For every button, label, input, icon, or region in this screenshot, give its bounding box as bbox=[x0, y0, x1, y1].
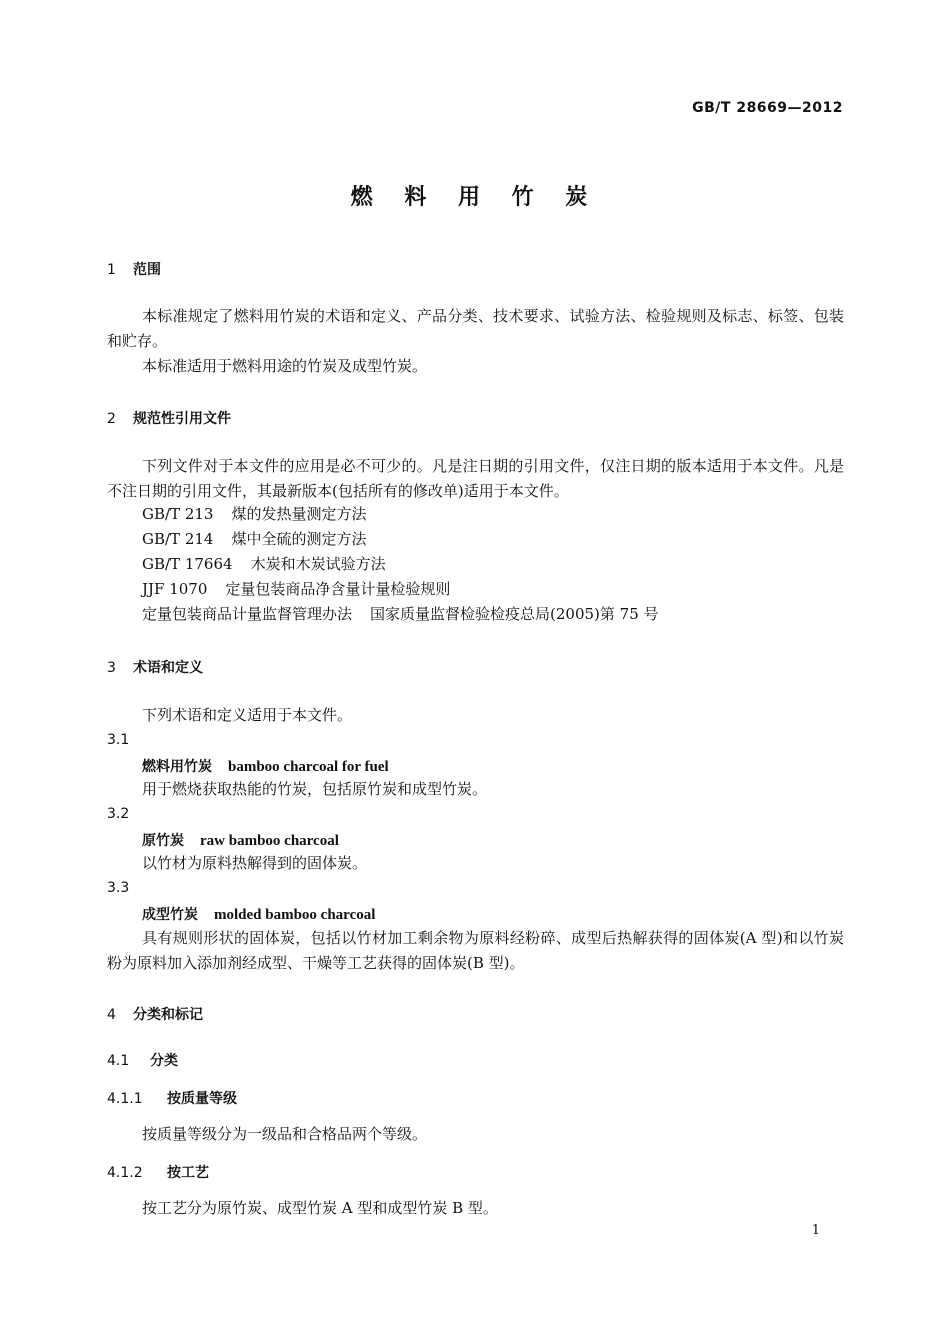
section-title: 分类和标记 bbox=[133, 1007, 203, 1023]
section-number: 4.1.1 bbox=[107, 1091, 143, 1107]
term-definition: 以竹材为原料热解得到的固体炭。 bbox=[142, 854, 368, 872]
reference-title: 定量包装商品净含量计量检验规则 bbox=[225, 580, 451, 598]
section-heading-4 bbox=[107, 1004, 203, 1024]
page-title: 燃 料 用 竹 炭 bbox=[350, 184, 600, 210]
section-number: 4.1.2 bbox=[107, 1165, 143, 1181]
page-number: 1 bbox=[811, 1223, 820, 1238]
term-en: raw bamboo charcoal bbox=[200, 833, 339, 849]
section-title: 规范性引用文件 bbox=[133, 411, 231, 427]
reference-item bbox=[142, 603, 659, 624]
reference-item bbox=[142, 578, 450, 599]
term-number: 3.2 bbox=[107, 806, 130, 822]
subsection-heading-4-1-1 bbox=[107, 1088, 237, 1108]
term-en: molded bamboo charcoal bbox=[214, 907, 376, 923]
reference-code: GB/T 17664 bbox=[142, 555, 233, 573]
reference-title: 煤中全硫的测定方法 bbox=[231, 530, 367, 548]
reference-code: GB/T 214 bbox=[142, 530, 214, 548]
section-number: 4.1 bbox=[107, 1053, 130, 1069]
reference-item bbox=[142, 503, 366, 524]
term-heading bbox=[142, 904, 375, 924]
reference-code: JJF 1070 bbox=[142, 580, 208, 598]
reference-item bbox=[142, 553, 386, 574]
standard-number: GB/T 28669—2012 bbox=[692, 100, 843, 116]
paragraph: 按质量等级分为一级品和合格品两个等级。 bbox=[142, 1125, 428, 1143]
reference-title: 煤的发热量测定方法 bbox=[231, 505, 367, 523]
section-heading-1 bbox=[107, 259, 161, 279]
term-definition: 用于燃烧获取热能的竹炭，包括原竹炭和成型竹炭。 bbox=[142, 780, 488, 798]
section-title: 术语和定义 bbox=[133, 660, 203, 676]
paragraph: 下列术语和定义适用于本文件。 bbox=[142, 706, 353, 724]
section-title: 范围 bbox=[133, 262, 161, 278]
reference-title: 木炭和木炭试验方法 bbox=[250, 555, 386, 573]
paragraph: 本标准规定了燃料用竹炭的术语和定义、产品分类、技术要求、试验方法、检验规则及标志、标签、包装和贮存。 bbox=[107, 307, 844, 350]
term-zh: 原竹炭 bbox=[142, 833, 184, 849]
paragraph: 本标准适用于燃料用途的竹炭及成型竹炭。 bbox=[142, 357, 428, 375]
section-number: 2 bbox=[107, 411, 116, 427]
section-title: 分类 bbox=[150, 1053, 178, 1069]
reference-code: GB/T 213 bbox=[142, 505, 214, 523]
section-heading-2 bbox=[107, 408, 231, 428]
term-number: 3.1 bbox=[107, 732, 130, 748]
reference-title: 国家质量监督检验检疫总局(2005)第 75 号 bbox=[370, 605, 659, 623]
term-zh: 成型竹炭 bbox=[142, 907, 198, 923]
term-heading bbox=[142, 830, 339, 850]
term-number: 3.3 bbox=[107, 880, 130, 896]
section-number: 4 bbox=[107, 1007, 116, 1023]
reference-item bbox=[142, 528, 366, 549]
term-definition: 具有规则形状的固体炭，包括以竹材加工剩余物为原料经粉碎、成型后热解获得的固体炭(A 型)和以竹炭粉为原料加入添加剂经成型、干燥等工艺获得的固体炭(B 型)。 bbox=[107, 929, 844, 972]
paragraph: 下列文件对于本文件的应用是必不可少的。凡是注日期的引用文件，仅注日期的版本适用于本文件。凡是不注日期的引用文件，其最新版本(包括所有的修改单)适用于本文件。 bbox=[107, 457, 844, 500]
term-heading bbox=[142, 756, 389, 776]
section-title: 按质量等级 bbox=[167, 1091, 237, 1107]
section-heading-3 bbox=[107, 657, 203, 677]
term-zh: 燃料用竹炭 bbox=[142, 759, 212, 775]
paragraph: 按工艺分为原竹炭、成型竹炭 A 型和成型竹炭 B 型。 bbox=[142, 1199, 498, 1217]
section-number: 3 bbox=[107, 660, 116, 676]
section-number: 1 bbox=[107, 262, 116, 278]
reference-code: 定量包装商品计量监督管理办法 bbox=[142, 605, 353, 623]
section-title: 按工艺 bbox=[167, 1165, 209, 1181]
subsection-heading-4-1-2 bbox=[107, 1162, 209, 1182]
term-en: bamboo charcoal for fuel bbox=[228, 759, 389, 775]
subsection-heading-4-1 bbox=[107, 1050, 178, 1070]
